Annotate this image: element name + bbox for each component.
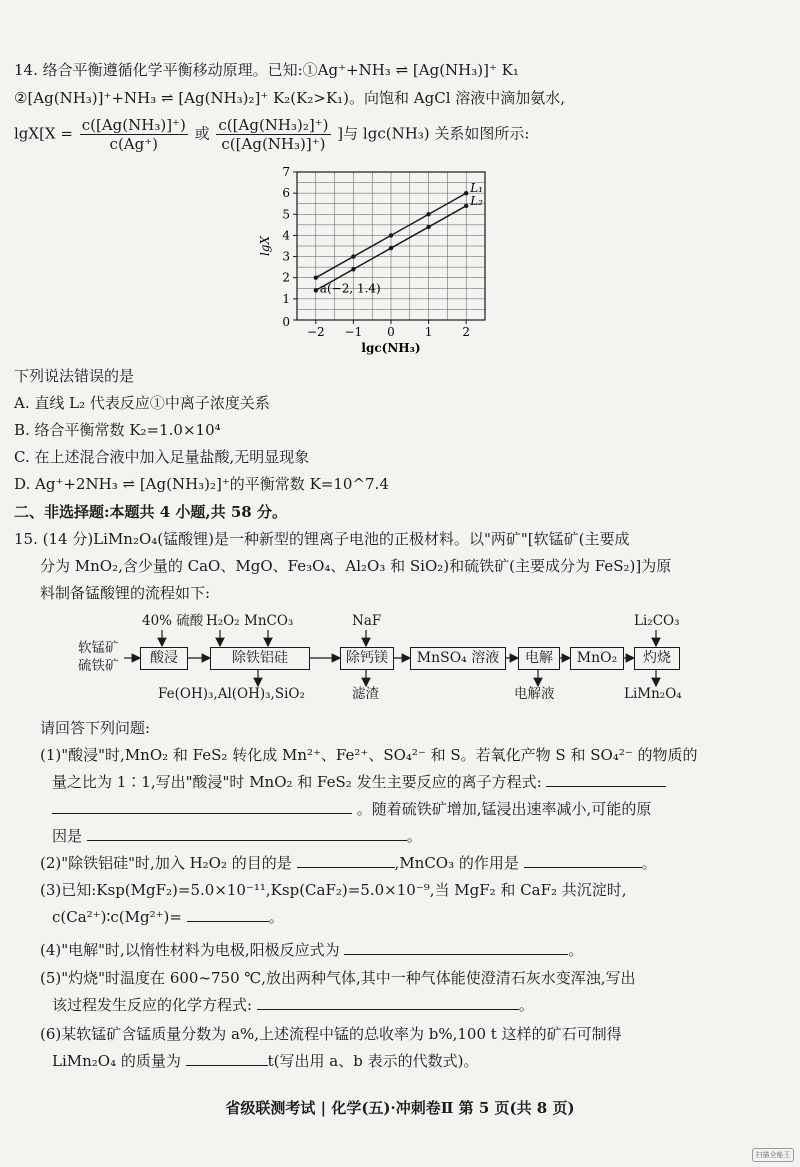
- period-4: 。: [568, 941, 584, 959]
- answer-blank-8[interactable]: [257, 995, 519, 1010]
- flow-output-limn2o4: LiMn₂O₄: [624, 686, 682, 702]
- y-tick-label: 6: [282, 186, 290, 201]
- flow-reagent-naf: NaF: [352, 613, 382, 629]
- q15-6b-line: [52, 1051, 478, 1071]
- answer-blank-5[interactable]: [524, 853, 642, 868]
- fraction-1-den: c(Ag⁺): [109, 135, 159, 153]
- flow-reagent-mnco3: MnCO₃: [244, 613, 294, 629]
- q15-1d-line: [52, 826, 422, 846]
- q15-1d: 因是: [52, 827, 83, 845]
- fraction-2-num: c([Ag(NH₃)₂]⁺): [218, 116, 329, 134]
- section-2-heading: 二、非选择题:本题共 4 小题,共 58 分。: [14, 503, 287, 521]
- q14-intro2: ②[Ag(NH₃)]⁺+NH₃ ⇌ [Ag(NH₃)₂]⁺ K₂(K₂>K₁)。向饱和 AgCl 溶液中滴加氨水,: [14, 89, 566, 107]
- q14-option-d: D. Ag⁺+2NH₃ ⇌ [Ag(NH₃)₂]⁺的平衡常数 K=10^7.4: [14, 475, 389, 493]
- flow-step-electrolysis: 电解: [518, 647, 560, 670]
- lgx-suffix: ]与 lgc(NH₃) 关系如图所示:: [337, 124, 530, 143]
- q15-5a: (5)"灼烧"时温度在 600~750 ℃,放出两种气体,其中一种气体能使澄清石灰水变浑浊,写出: [40, 969, 636, 987]
- flow-step-acid-leach: 酸浸: [140, 647, 188, 670]
- q15-line1: 15. (14 分)LiMn₂O₄(锰酸锂)是一种新型的锂离子电池的正极材料。以"两矿"[软锰矿(主要成: [14, 530, 630, 548]
- q14-option-a: A. 直线 L₂ 代表反应①中离子浓度关系: [14, 394, 270, 412]
- period-3: 。: [268, 908, 284, 926]
- x-tick-label: −2: [306, 325, 325, 339]
- x-tick-label: 1: [424, 325, 433, 339]
- q15-1b-line: [52, 772, 666, 792]
- lgx-prefix: lgX[X =: [14, 124, 73, 143]
- point-annotation: a(−2, 1.4): [319, 281, 381, 296]
- flow-step-remove-ca-mg: 除钙镁: [340, 647, 394, 670]
- q15-4: (4)"电解"时,以惰性材料为电极,阳极反应式为: [40, 941, 340, 959]
- x-tick-label: −1: [344, 325, 363, 339]
- answer-blank-7[interactable]: [344, 940, 568, 955]
- q15-1c: 。随着硫铁矿增加,锰浸出速率减小,可能的原: [356, 800, 652, 818]
- y-tick-label: 3: [282, 249, 290, 264]
- y-axis-label: lgX: [258, 235, 272, 257]
- q15-5b-line: [52, 995, 534, 1015]
- flow-step-remove-fe-al-si: 除铁铝硅: [210, 647, 310, 670]
- q14-question: 下列说法错误的是: [14, 367, 135, 385]
- q15-3b: c(Ca²⁺)∶c(Mg²⁺)=: [52, 908, 182, 926]
- y-tick-label: 5: [282, 207, 290, 222]
- q15-1b: 量之比为 1∶1,写出"酸浸"时 MnO₂ 和 FeS₂ 发生主要反应的离子方程式:: [52, 773, 542, 791]
- x-tick-label: 2: [462, 325, 471, 339]
- series-label-L1: L₁: [470, 181, 483, 196]
- flow-output-electrolyte: 电解液: [514, 686, 555, 702]
- origin-label: 0: [282, 315, 290, 329]
- flow-input-pyrite: 硫铁矿: [78, 658, 119, 674]
- q14-intro: 14. 络合平衡遵循化学平衡移动原理。已知:①Ag⁺+NH₃ ⇌ [Ag(NH₃)]⁺ K₁: [14, 61, 519, 79]
- q15-3b-line: [52, 907, 284, 927]
- q15-5b: 该过程发生反应的化学方程式:: [52, 996, 253, 1014]
- or-word: 或: [194, 124, 210, 143]
- flow-output-residue: 滤渣: [352, 686, 379, 702]
- answer-blank-2[interactable]: [52, 799, 352, 814]
- q15-prompt: 请回答下列问题:: [40, 719, 151, 737]
- answer-blank-4[interactable]: [297, 853, 395, 868]
- q15-1a: (1)"酸浸"时,MnO₂ 和 FeS₂ 转化成 Mn²⁺、Fe²⁺、SO₄²⁻ 和 S。若氧化产物 S 和 SO₄²⁻ 的物质的: [40, 746, 698, 764]
- flow-step-mnso4-solution: MnSO₄ 溶液: [410, 647, 506, 670]
- q15-6b: LiMn₂O₄ 的质量为: [52, 1052, 181, 1070]
- page-footer: 省级联测考试 | 化学(五)·冲刺卷Ⅱ 第 5 页(共 8 页): [225, 1099, 575, 1117]
- y-tick-label: 2: [282, 270, 290, 285]
- answer-blank-1[interactable]: [546, 772, 666, 787]
- fraction-2-den: c([Ag(NH₃)]⁺): [221, 135, 326, 153]
- scanner-watermark: 扫描全能王: [752, 1148, 794, 1162]
- flow-reagent-sulfuric: 40% 硫酸: [142, 613, 204, 629]
- flow-reagent-h2o2: H₂O₂: [206, 613, 240, 629]
- x-tick-label: 0: [387, 325, 395, 339]
- period-5: 。: [518, 996, 534, 1014]
- q15-1c-line: [52, 799, 651, 819]
- q15-2a: (2)"除铁铝硅"时,加入 H₂O₂ 的目的是: [40, 854, 292, 872]
- q15-line2: 分为 MnO₂,含少量的 CaO、MgO、Fe₃O₄、Al₂O₃ 和 SiO₂)和硫铁矿(主要成分为 FeS₂)]为原: [40, 557, 672, 575]
- series-label-L2: L₂: [470, 193, 483, 208]
- fraction-1-num: c([Ag(NH₃)]⁺): [81, 116, 186, 134]
- answer-blank-9[interactable]: [186, 1051, 268, 1066]
- answer-blank-3[interactable]: [87, 826, 407, 841]
- q15-3a: (3)已知:Ksp(MgF₂)=5.0×10⁻¹¹,Ksp(CaF₂)=5.0×10⁻⁹,当 MgF₂ 和 CaF₂ 共沉淀时,: [40, 881, 627, 899]
- flow-output-precipitates: Fe(OH)₃,Al(OH)₃,SiO₂: [158, 686, 305, 702]
- q15-line3: 料制备锰酸锂的流程如下:: [40, 584, 211, 602]
- answer-blank-6[interactable]: [187, 907, 269, 922]
- flow-reagent-li2co3: Li₂CO₃: [634, 613, 680, 629]
- q15-4-line: [40, 940, 583, 960]
- q15-6a: (6)某软锰矿含锰质量分数为 a%,上述流程中锰的总收率为 b%,100 t 这样的矿石可制得: [40, 1025, 622, 1043]
- x-axis-label: lgc(NH₃): [361, 341, 421, 355]
- period-1: 。: [406, 827, 422, 845]
- period-2: 。: [641, 854, 657, 872]
- q15-6c: t(写出用 a、b 表示的代数式)。: [267, 1052, 479, 1070]
- q14-option-c: C. 在上述混合液中加入足量盐酸,无明显现象: [14, 448, 310, 466]
- y-tick-label: 1: [282, 291, 290, 306]
- flow-step-calcine: 灼烧: [634, 647, 680, 670]
- q15-2-line: [40, 853, 657, 873]
- y-tick-label: 7: [282, 165, 290, 179]
- flow-input-pyrolusite: 软锰矿: [78, 640, 119, 656]
- flow-step-mno2: MnO₂: [570, 647, 624, 670]
- q14-option-b: B. 络合平衡常数 K₂=1.0×10⁴: [14, 421, 221, 439]
- y-tick-label: 4: [282, 228, 290, 243]
- q15-2b: ,MnCO₃ 的作用是: [394, 854, 519, 872]
